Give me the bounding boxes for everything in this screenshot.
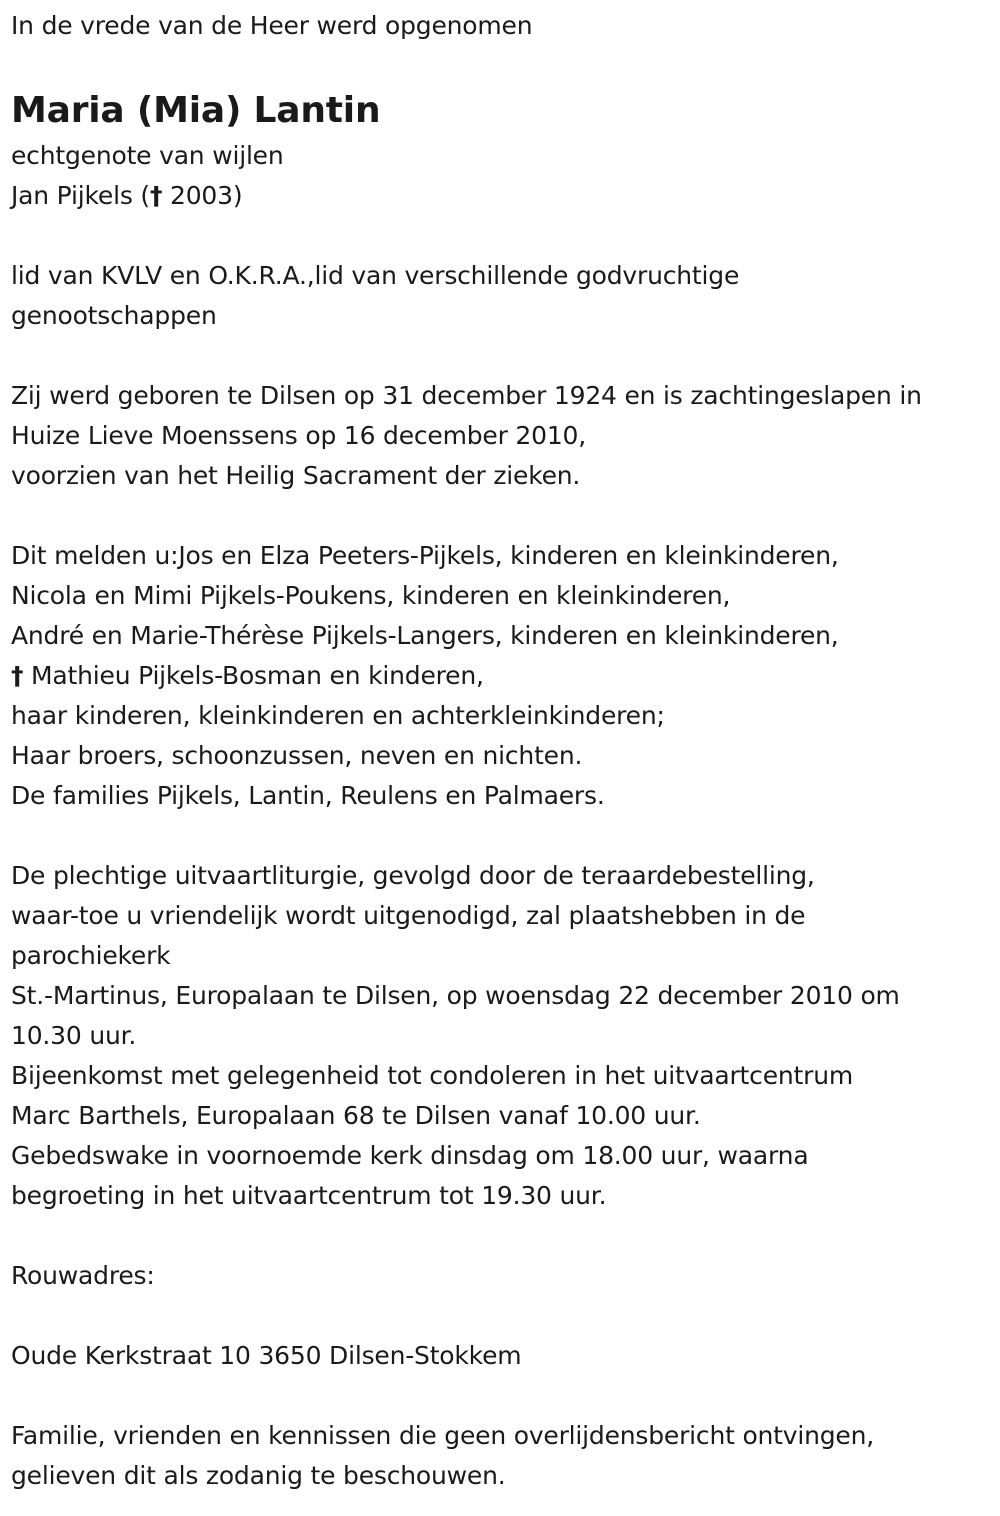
funeral-line: begroeting in het uitvaartcentrum tot 19.30 uur.	[11, 1181, 607, 1210]
family-line: André en Marie-Thérèse Pijkels-Langers, kinderen en kleinkinderen,	[11, 621, 839, 650]
deceased-name: Maria (Mia) Lantin	[11, 90, 381, 131]
intro-text: In de vrede van de Heer werd opgenomen	[11, 11, 533, 40]
spacer	[11, 496, 1000, 536]
obituary-notice	[0, 6, 1000, 1516]
birth-death-line: Zij werd geboren te Dilsen op 31 december 1924 en is zachtingeslapen in	[11, 381, 922, 410]
closing-line: Familie, vrienden en kennissen die geen overlijdensbericht ontvingen,	[11, 1421, 875, 1450]
spacer	[11, 1376, 1000, 1416]
funeral-line: Marc Barthels, Europalaan 68 te Dilsen vanaf 10.00 uur.	[11, 1101, 701, 1130]
spacer	[11, 1296, 1000, 1336]
membership-line: genootschappen	[11, 301, 217, 330]
cross-icon: †	[11, 661, 24, 690]
funeral-line: De plechtige uitvaartliturgie, gevolgd door de teraardebestelling,	[11, 861, 815, 890]
family-intro-line: Dit melden u:Jos en Elza Peeters-Pijkels, kinderen en kleinkinderen,	[11, 541, 839, 570]
spouse-line-1: echtgenote van wijlen	[11, 141, 284, 170]
funeral-line: parochiekerk	[11, 941, 171, 970]
spacer	[11, 816, 1000, 856]
membership-line: lid van KVLV en O.K.R.A.,lid van verschillende godvruchtige	[11, 261, 740, 290]
funeral-line: St.-Martinus, Europalaan te Dilsen, op woensdag 22 december 2010 om	[11, 981, 900, 1010]
family-deceased-line	[11, 656, 1000, 696]
birth-death-line: Huize Lieve Moenssens op 16 december 2010,	[11, 421, 586, 450]
mourning-address: Oude Kerkstraat 10 3650 Dilsen-Stokkem	[11, 1341, 522, 1370]
family-line: De families Pijkels, Lantin, Reulens en Palmaers.	[11, 781, 605, 810]
funeral-line: Gebedswake in voornoemde kerk dinsdag om 18.00 uur, waarna	[11, 1141, 809, 1170]
cross-icon: †	[149, 181, 163, 210]
spacer	[11, 336, 1000, 376]
address-label: Rouwadres:	[11, 1261, 155, 1290]
family-line: Nicola en Mimi Pijkels-Poukens, kinderen en kleinkinderen,	[11, 581, 731, 610]
family-line: Haar broers, schoonzussen, neven en nichten.	[11, 741, 583, 770]
family-line: haar kinderen, kleinkinderen en achterkleinkinderen;	[11, 701, 665, 730]
birth-death-line: voorzien van het Heilig Sacrament der zieken.	[11, 461, 581, 490]
funeral-line: Bijeenkomst met gelegenheid tot condoleren in het uitvaartcentrum	[11, 1061, 853, 1090]
spouse-line-2	[11, 176, 1000, 216]
spacer	[11, 1216, 1000, 1256]
family-deceased-name: Mathieu Pijkels-Bosman en kinderen,	[23, 661, 484, 690]
funeral-line: 10.30 uur.	[11, 1021, 137, 1050]
spouse-name: Jan Pijkels (	[11, 181, 150, 210]
spacer	[11, 216, 1000, 256]
spouse-death-year: 2003)	[162, 181, 243, 210]
funeral-line: waar-toe u vriendelijk wordt uitgenodigd, zal plaatshebben in de	[11, 901, 806, 930]
closing-line: gelieven dit als zodanig te beschouwen.	[11, 1461, 506, 1490]
